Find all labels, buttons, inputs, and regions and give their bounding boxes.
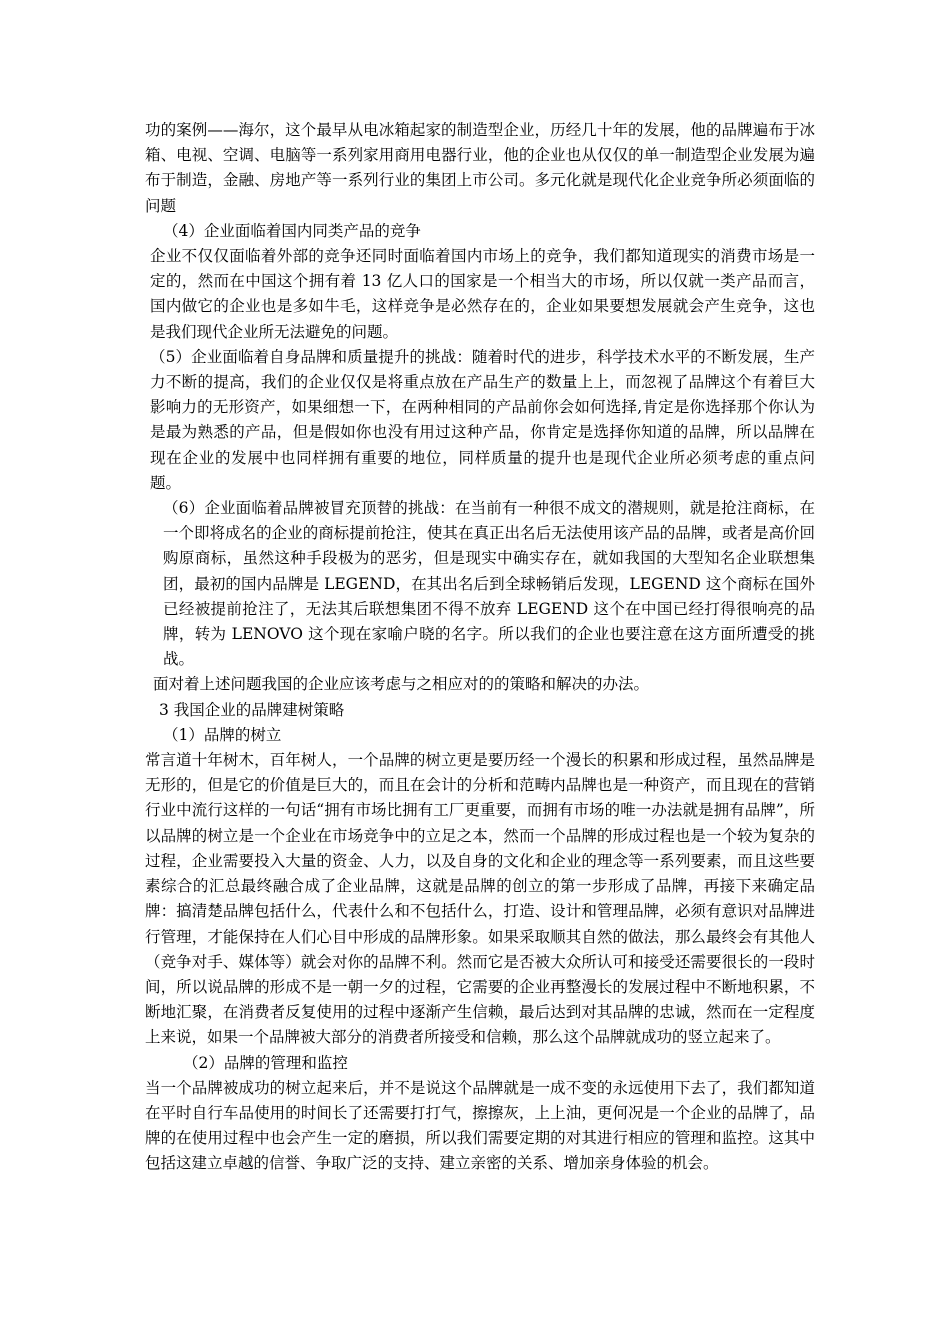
heading-brand-establishment: （1）品牌的树立: [163, 725, 282, 744]
paragraph-haier-case: 功的案例——海尔，这个最早从电冰箱起家的制造型企业，历经几十年的发展，他的品牌遍布于冰箱、电视、空调、电脑等一系列家用商用电器行业，他的企业也从仅仅的单一制造型企业发展为遍布于制造，金融、房地产等一系列行业的集团上市公司。多元化就是现代化企业竞争所必须面临的问题: [145, 121, 815, 215]
heading-brand-management: （2）品牌的管理和监控: [183, 1053, 348, 1072]
paragraph-strategy-intro: 面对着上述问题我国的企业应该考虑与之相应对的的策略和解决的办法。: [153, 675, 650, 694]
paragraph-brand-management: 当一个品牌被成功的树立起来后，并不是说这个品牌就是一成不变的永远使用下去了，我们都知道在平时自行车品使用的时间长了还需要打打气，擦擦灰，上上油，更何况是一个企业的品牌了，品牌的在使用过程中也会产生一定的磨损，所以我们需要定期的对其进行相应的管理和监控。这其中包括这建立卓越的信誉、争取广泛的支持、建立亲密的关系、增加亲身体验的机会。: [145, 1078, 815, 1173]
document-body: [145, 118, 815, 1177]
heading-domestic-competition: （4）企业面临着国内同类产品的竞争: [163, 221, 421, 240]
paragraph-brand-establishment: 常言道十年树木，百年树人，一个品牌的树立更是要历经一个漫长的积累和形成过程，虽然品牌是无形的，但是它的价值是巨大的，而且在会计的分析和范畴内品牌也是一种资产，而且现在的营销行业中流行这样的一句话“拥有市场比拥有工厂更重要，而拥有市场的唯一办法就是拥有品牌”，所以品牌的树立是一个企业在市场竞争中的立足之本，然而一个品牌的形成过程也是一个较为复杂的过程，企业需要投入大量的资金、人力，以及自身的文化和企业的理念等一系列要素，而且这些要素综合的汇总最终融合成了企业品牌，这就是品牌的创立的第一步形成了品牌，再接下来确定品牌：搞清楚品牌包括什么，代表什么和不包括什么，打造、设计和管理品牌，必须有意识对品牌进行管理，才能保持在人们心目中形成的品牌形象。如果采取顺其自然的做法，那么最终会有其他人（竞争对手、媒体等）就会对你的品牌不利。然而它是否被大众所认可和接受还需要很长的一段时间，所以说品牌的形成不是一朝一夕的过程，它需要的企业再整漫长的发展过程中不断地积累，不断地汇聚，在消费者反复使用的过程中逐渐产生信赖，最后达到对其品牌的忠诚，然而在一定程度上来说，如果一个品牌被大部分的消费者所接受和信赖，那么这个品牌就成功的竖立起来了。: [145, 751, 815, 1047]
paragraph-domestic-competition: 企业不仅仅面临着外部的竞争还同时面临着国内市场上的竞争，我们都知道现实的消费市场是一定的，然而在中国这个拥有着 13 亿人口的国家是一个相当大的市场，所以仅就一类产品而言，国内做它的企业也是多如牛毛，这样竞争是必然存在的，企业如果要想发展就会产生竞争，这也是我们现代企业所无法避免的问题。: [150, 247, 815, 341]
paragraph-brand-quality-challenge: （5）企业面临着自身品牌和质量提升的挑战：随着时代的进步，科学技术水平的不断发展，生产力不断的提高，我们的企业仅仅是将重点放在产品生产的数量上上，而忽视了品牌这个有着巨大影响力的无形资产，如果细想一下，在两种相同的产品前你会如何选择,肯定是你选择那个你认为是最为熟悉的产品，但是假如你也没有用过这种产品，你肯定是选择你知道的品牌，所以品牌在现在企业的发展中也同样拥有重要的地位，同样质量的提升也是现代企业所必须考虑的重点问题。: [150, 347, 815, 492]
heading-section-3: 3 我国企业的品牌建树策略: [159, 700, 345, 719]
paragraph-brand-counterfeit-challenge: （6）企业面临着品牌被冒充顶替的挑战：在当前有一种很不成文的潜规则，就是抢注商标，在一个即将成名的企业的商标提前抢注，使其在真正出名后无法使用该产品的品牌，或者是高价回购原商标，虽然这种手段极为的恶劣，但是现实中确实存在，就如我国的大型知名企业联想集团，最初的国内品牌是 LEGEND，在其出名后到全球畅销后发现，LEGEND 这个商标在国外已经被提前抢注了，无法其后联想集团不得不放弃 LEGEND 这个在中国已经打得很响亮的品牌，转为 LENOVO 这个现在家喻户晓的名字。所以我们的企业也要注意在这方面所遭受的挑战。: [163, 499, 815, 669]
